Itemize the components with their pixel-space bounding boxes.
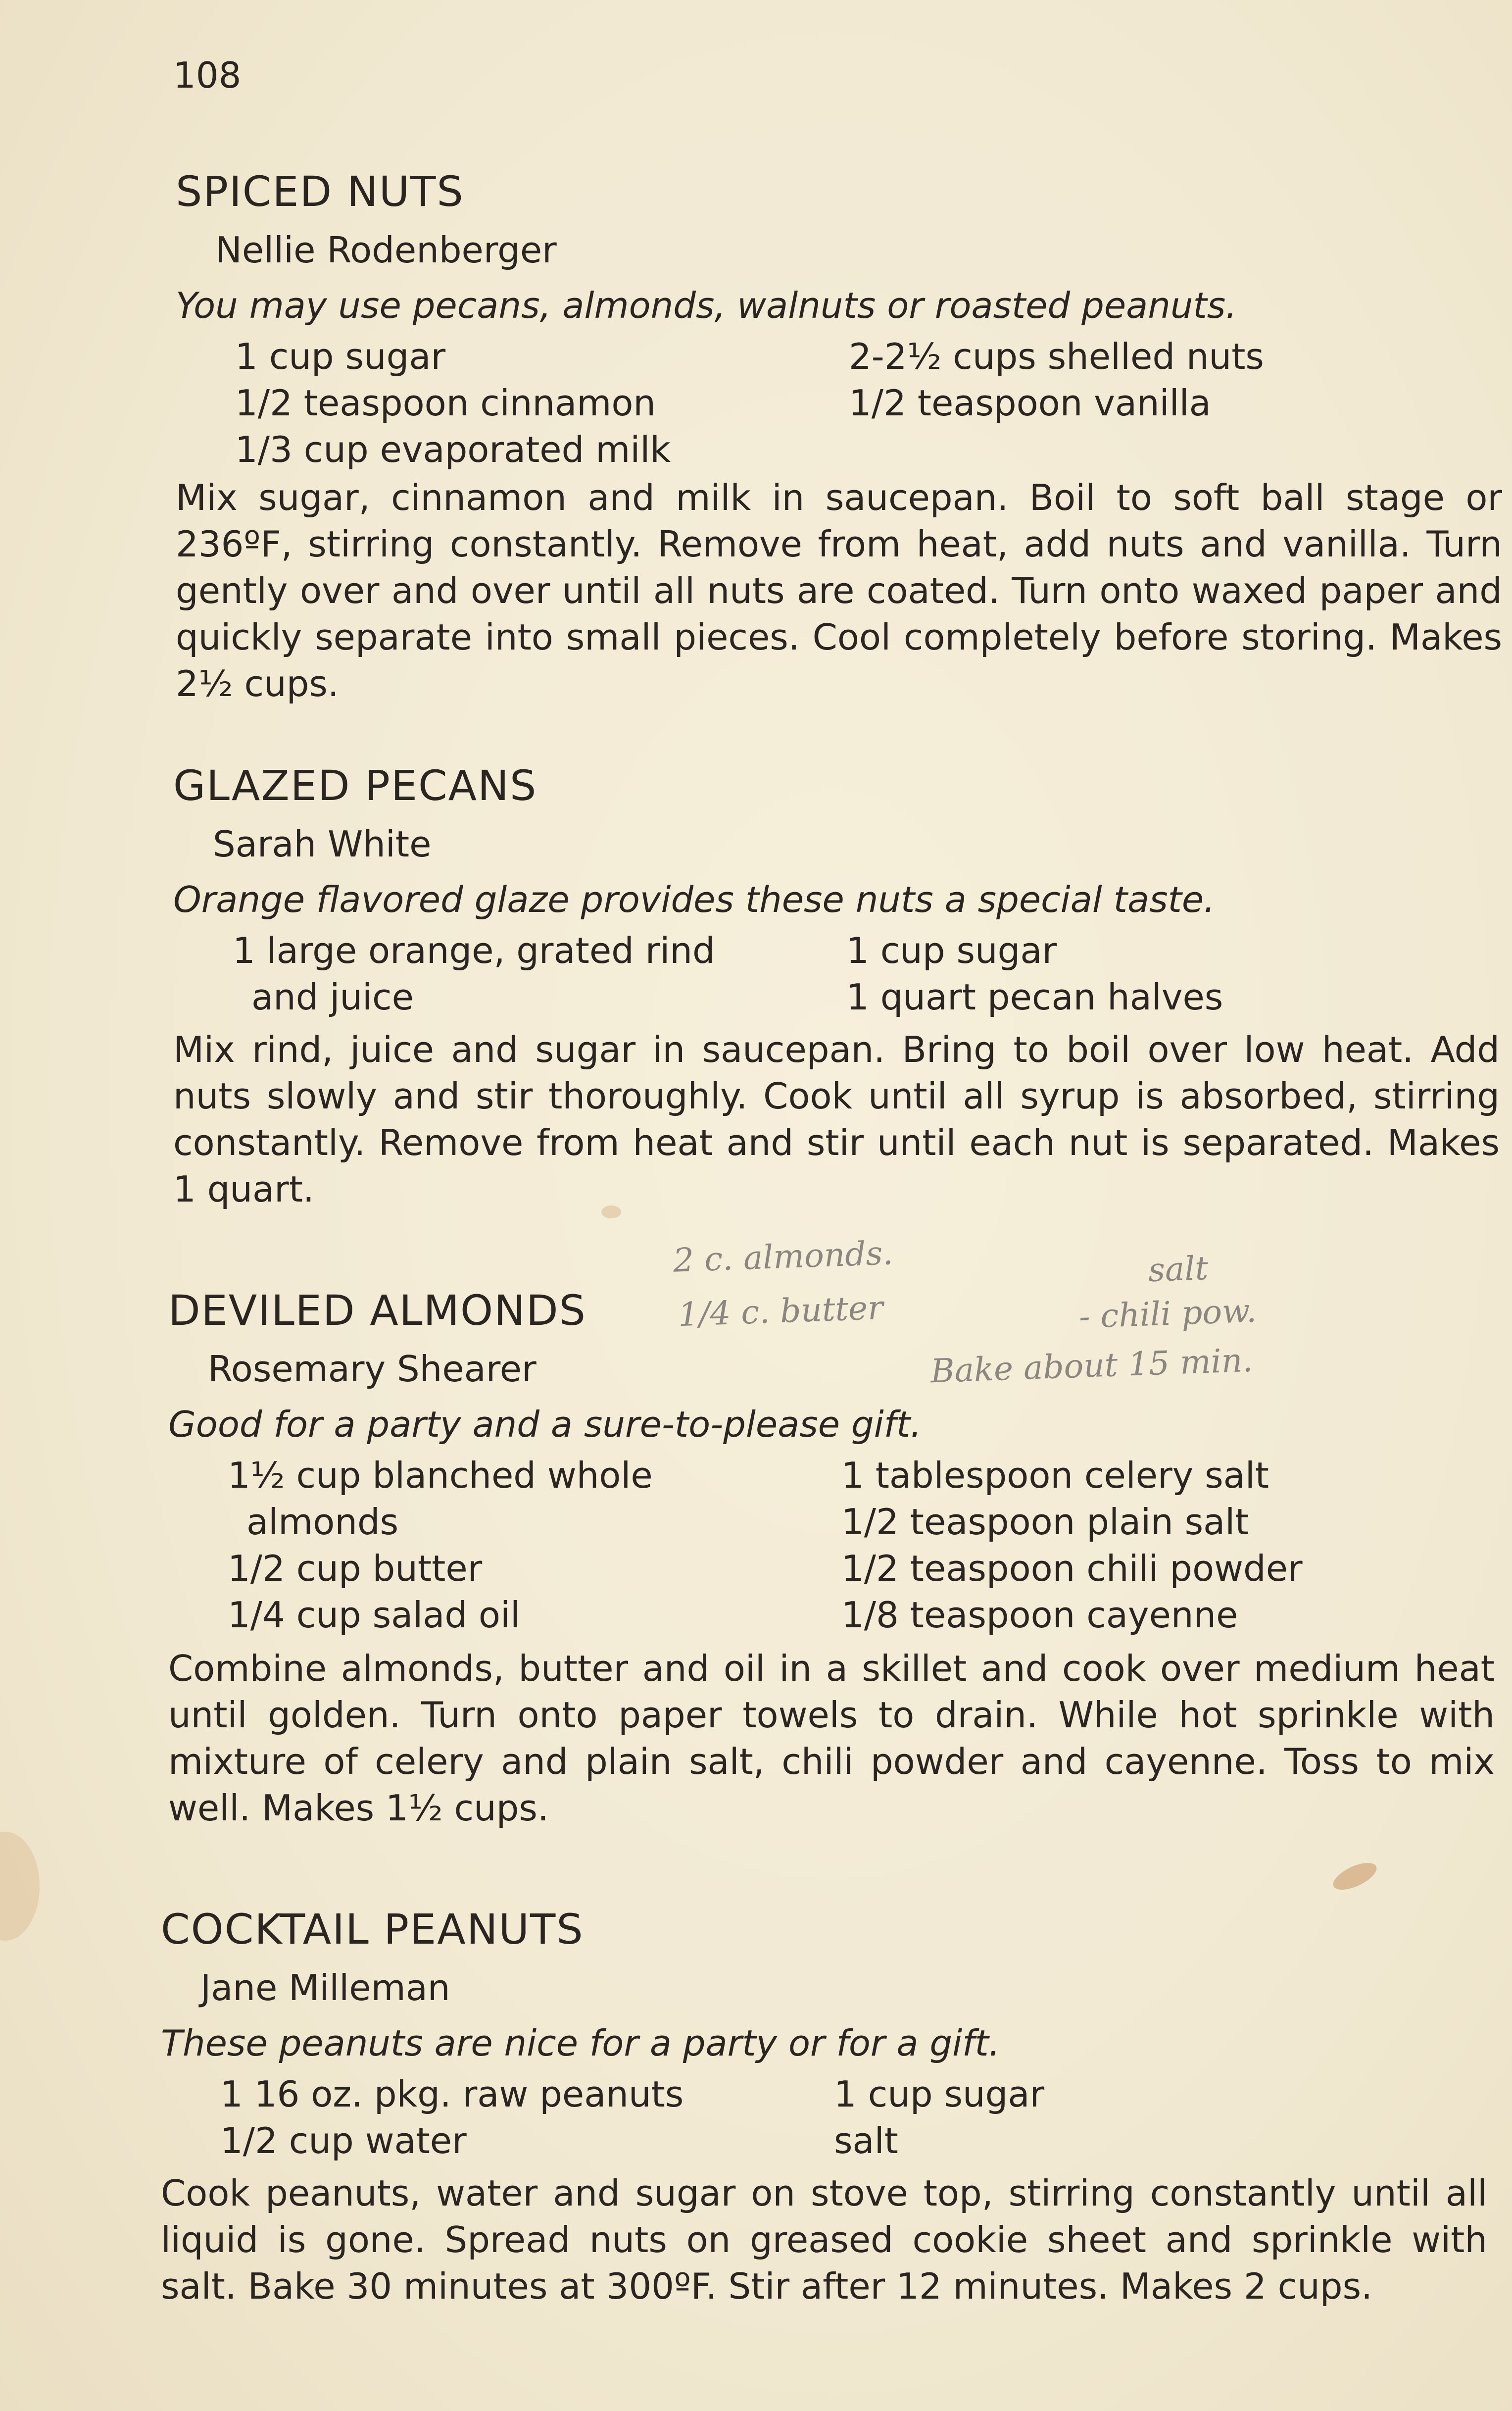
ingredient: and juice [251,976,414,1018]
recipe-title: COCKTAIL PEANUTS [161,1905,584,1954]
recipe-glazed-pecans [173,761,1500,1212]
ingredient: 1 quart pecan halves [846,976,1223,1018]
ingredient: 1/4 cup salad oil [228,1594,520,1636]
handwritten-note: Bake about 15 min. [929,1341,1254,1391]
recipe-author: Sarah White [213,823,432,865]
recipe-intro: Good for a party and a sure-to-please gift. [168,1404,922,1445]
ingredient: 1½ cup blanched whole [228,1455,653,1496]
ingredient: 1 cup sugar [846,930,1057,971]
recipe-intro: You may use pecans, almonds, walnuts or roasted peanuts. [176,285,1237,326]
page-stain [0,1832,40,1941]
handwritten-note: - chili pow. [1078,1291,1257,1336]
ingredient: 1/2 cup butter [228,1548,483,1589]
ingredient: 2-2½ cups shelled nuts [849,336,1264,377]
ingredient: 1 large orange, grated rind [233,930,715,971]
ingredient-list [173,927,1500,1026]
handwritten-note: 1/4 c. butter [677,1288,884,1334]
ingredient: 1/2 teaspoon vanilla [849,382,1211,424]
page-number: 108 [173,54,242,96]
ingredient-list [168,1452,1495,1645]
recipe-author: Jane Milleman [200,1967,450,2009]
ingredient: 1 cup sugar [235,336,446,377]
ingredient: 1/2 teaspoon cinnamon [235,382,656,424]
ingredient-column-right [846,927,1223,1020]
ingredient-column-right [849,333,1264,426]
ingredient: 1/8 teaspoon cayenne [841,1594,1238,1636]
recipe-title: DEVILED ALMONDS [168,1286,586,1335]
ingredient: almonds [246,1501,399,1543]
ingredient: 1 cup sugar [834,2073,1045,2115]
ingredient-column-right [841,1452,1303,1638]
handwritten-note: salt [1147,1249,1209,1290]
recipe-method: Combine almonds, butter and oil in a skillet and cook over medium heat until golden. Turn onto paper towels to drain. While hot sprinkle with mixture of celery and plain salt, chili powder and cayenne. Toss to mix well. Makes 1½ cups. [168,1648,1495,1829]
recipe-title: GLAZED PECANS [173,761,537,810]
recipe-cocktail-peanuts [161,1905,1487,2310]
ingredient-list [161,2071,1487,2170]
handwritten-note: 2 c. almonds. [672,1234,894,1280]
recipe-intro: Orange flavored glaze provides these nuts a special taste. [173,879,1216,920]
recipe-method: Mix rind, juice and sugar in saucepan. Bring to boil over low heat. Add nuts slowly and stir thoroughly. Cook until all syrup is absorbed, stirring constantly. Remove from heat and stir until each nut is separated. Makes 1 quart. [173,1029,1500,1210]
ingredient-column-right [834,2071,1044,2164]
recipe-spiced-nuts [176,167,1502,707]
recipe-author: Rosemary Shearer [208,1348,537,1390]
ingredient-column-left [228,1452,653,1638]
ingredient-column-left [235,333,671,473]
ingredient-column-left [233,927,715,1020]
ingredient: 1 tablespoon celery salt [841,1455,1269,1496]
ingredient: 1/2 teaspoon chili powder [841,1548,1303,1589]
ingredient-column-left [220,2071,683,2164]
ingredient: 1/2 teaspoon plain salt [841,1501,1249,1543]
recipe-method: Cook peanuts, water and sugar on stove top, stirring constantly until all liquid is gone. Spread nuts on greased cookie sheet and sprinkle with salt. Bake 30 minutes at 300ºF. Stir after 12 minutes. Makes 2 cups. [161,2172,1487,2307]
recipe-intro: These peanuts are nice for a party or for a gift. [161,2022,1000,2064]
ingredient: 1 16 oz. pkg. raw peanuts [220,2073,684,2115]
recipe-author: Nellie Rodenberger [215,229,557,271]
recipe-deviled-almonds [168,1286,1495,1831]
page-stain [1329,1858,1380,1895]
ingredient: 1/2 cup water [220,2120,467,2161]
recipe-method: Mix sugar, cinnamon and milk in saucepan. Boil to soft ball stage or 236ºF, stirring constantly. Remove from heat, add nuts and vanilla. Turn gently over and over until all nuts are coated. Turn onto waxed paper and quickly separate into small pieces. Cool completely before storing. Makes 2½ cups. [176,477,1502,704]
recipe-title: SPICED NUTS [176,167,464,216]
ingredient: 1/3 cup evaporated milk [235,429,671,470]
ingredient-list [176,333,1502,474]
ingredient: salt [834,2120,898,2161]
